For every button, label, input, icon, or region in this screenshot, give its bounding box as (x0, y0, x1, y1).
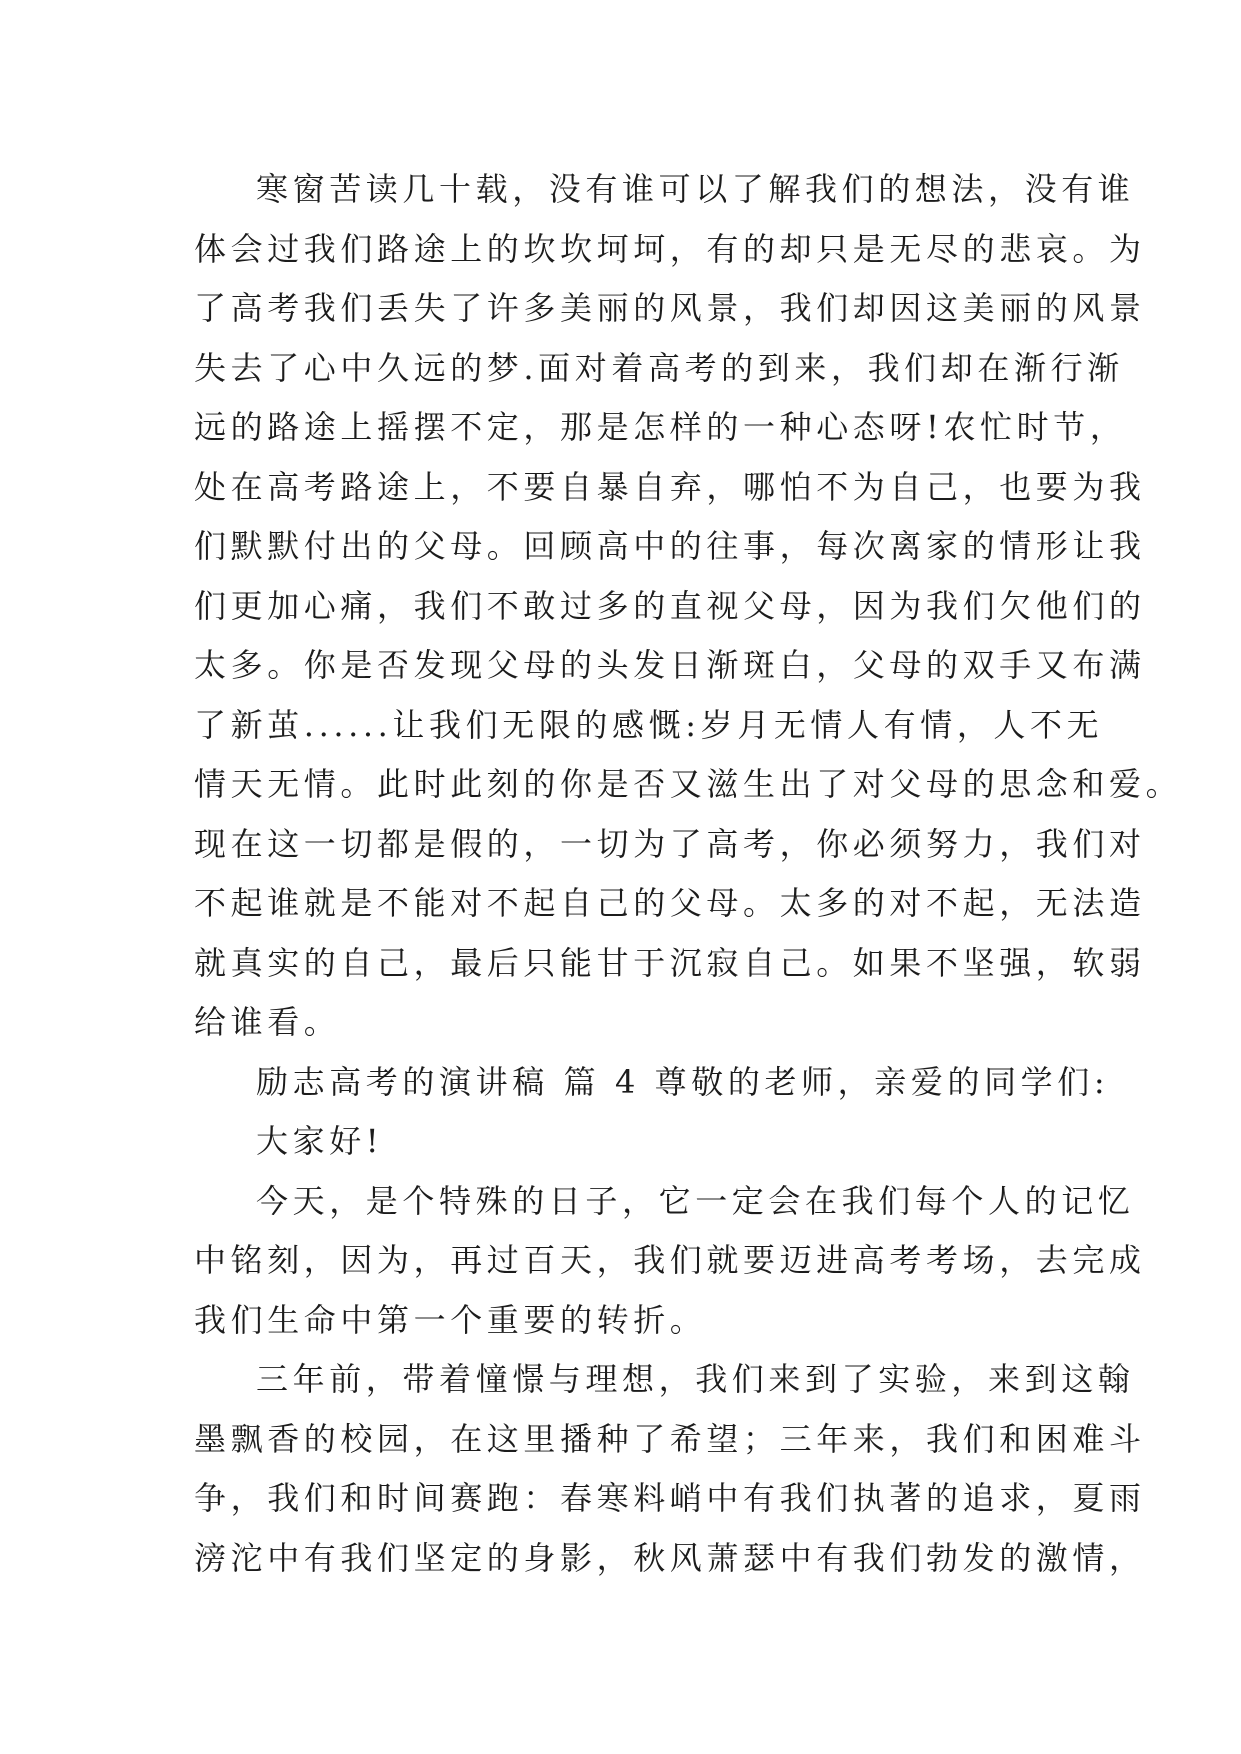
text-line: 不起谁就是不能对不起自己的父母。太多的对不起，无法造 (194, 884, 1146, 922)
text-line: 失去了心中久远的梦.面对着高考的到来，我们却在渐行渐 (194, 348, 1124, 387)
text-line: 们默默付出的父母。回顾高中的往事，每次离家的情形让我 (194, 527, 1146, 565)
section-heading: 励志高考的演讲稿 篇 4 尊敬的老师，亲爱的同学们: (256, 1062, 1110, 1101)
text-line: 给谁看。 (194, 1003, 341, 1041)
body-text (194, 160, 1183, 1588)
text-line: 中铭刻，因为，再过百天，我们就要迈进高考考场，去完成 (194, 1241, 1146, 1279)
text-line: 寒窗苦读几十载，没有谁可以了解我们的想法，没有谁 (256, 170, 1135, 208)
text-line: 情天无情。此时此刻的你是否又滋生出了对父母的思念和爱。 (194, 765, 1183, 803)
text-line: 了新茧......让我们无限的感慨:岁月无情人有情，人不无 (194, 705, 1104, 744)
text-line: 体会过我们路途上的坎坎坷坷，有的却只是无尽的悲哀。为 (194, 229, 1146, 268)
text-line: 处在高考路途上，不要自暴自弃，哪怕不为自己，也要为我 (194, 467, 1146, 506)
text-line: 墨飘香的校园，在这里播种了希望；三年来，我们和困难斗 (194, 1419, 1146, 1458)
text-line: 争，我们和时间赛跑：春寒料峭中有我们执著的追求，夏雨 (194, 1479, 1146, 1517)
text-line: 就真实的自己，最后只能甘于沉寂自己。如果不坚强，软弱 (194, 943, 1146, 982)
text-line: 现在这一切都是假的，一切为了高考，你必须努力，我们对 (194, 824, 1146, 863)
text-line: 我们生命中第一个重要的转折。 (194, 1300, 707, 1339)
text-line: 太多。你是否发现父母的头发日渐斑白，父母的双手又布满 (194, 646, 1146, 684)
greeting: 大家好! (256, 1122, 384, 1160)
text-line: 们更加心痛，我们不敢过多的直视父母，因为我们欠他们的 (194, 586, 1146, 625)
text-line: 今天，是个特殊的日子，它一定会在我们每个人的记忆 (256, 1181, 1135, 1220)
text-line: 远的路途上摇摆不定，那是怎样的一种心态呀!农忙时节， (194, 408, 1127, 446)
text-line: 三年前，带着憧憬与理想，我们来到了实验，来到这翰 (256, 1360, 1135, 1398)
text-line: 了高考我们丢失了许多美丽的风景，我们却因这美丽的风景 (194, 289, 1146, 327)
text-line: 滂沱中有我们坚定的身影，秋风萧瑟中有我们勃发的激情， (194, 1538, 1146, 1577)
